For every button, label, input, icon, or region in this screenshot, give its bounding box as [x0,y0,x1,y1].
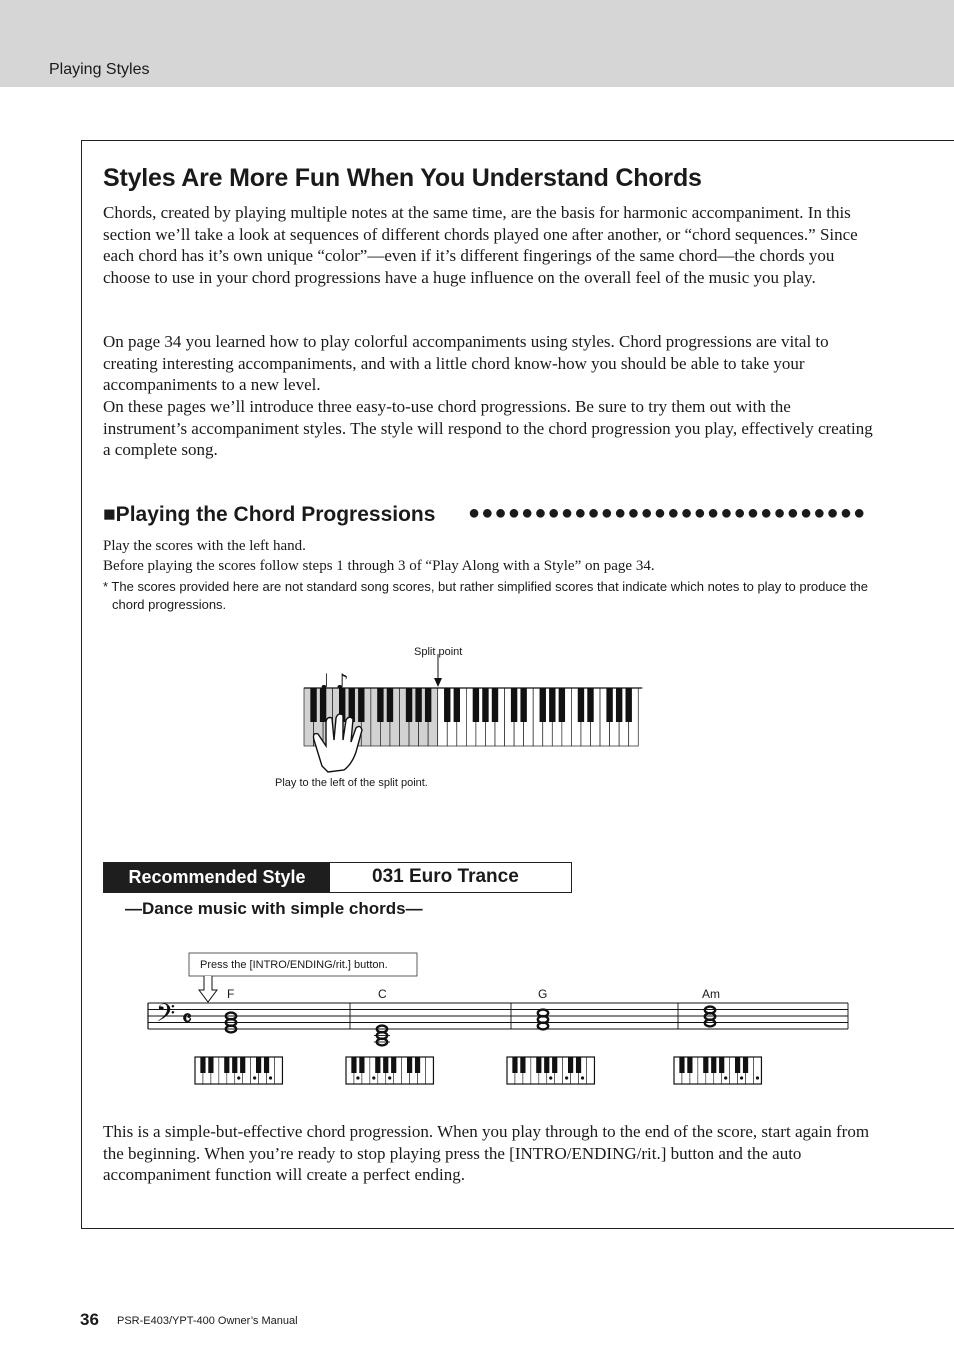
mini-black-key [735,1057,740,1073]
chord-notes [226,1007,715,1046]
mini-black-key [544,1057,549,1073]
finger-dot [269,1076,272,1079]
mini-black-key [383,1057,388,1073]
black-key [415,688,421,722]
black-key [520,688,526,722]
whole-note [538,1023,548,1030]
finger-dot [565,1076,568,1079]
section-heading-dots: ●●●●●●●●●●●●●●●●●●●●●●●●●●●●●● [468,502,867,524]
mini-white-key [275,1057,283,1084]
press-button-note: Press the [INTRO/ENDING/rit.] button. [200,959,388,971]
mini-white-key [426,1057,434,1084]
instruction-2: Before playing the scores follow steps 1 through 3 of “Play Along with a Style” on page 34. [103,558,655,574]
black-key [377,688,383,722]
whole-note [705,1020,715,1027]
black-key [606,688,612,722]
mini-black-key [351,1057,356,1073]
black-key [425,688,431,722]
finger-dot [549,1076,552,1079]
split-arrow-head [434,678,442,687]
mini-black-key [407,1057,412,1073]
black-key [473,688,479,722]
mini-black-key [552,1057,557,1073]
finger-dot [237,1076,240,1079]
mini-black-key [536,1057,541,1073]
mini-black-key [520,1057,525,1073]
mini-black-key [415,1057,420,1073]
black-key [320,688,326,722]
common-time-icon: 𝄴 [182,1007,192,1032]
finger-dot [388,1076,391,1079]
mini-white-key [754,1057,762,1084]
black-key [549,688,555,722]
mini-black-key [719,1057,724,1073]
mini-black-key [679,1057,684,1073]
keyboard-illustration [270,640,650,790]
mini-black-key [743,1057,748,1073]
black-key [310,688,316,722]
chord-name-f: F [227,987,235,1001]
finger-dot [581,1076,584,1079]
bass-clef-icon: 𝄢 [156,999,176,1034]
mini-black-key [568,1057,573,1073]
chord-name-am: Am [702,987,720,1001]
chord-keyboards [195,1057,761,1084]
mini-black-key [391,1057,396,1073]
black-key [406,688,412,722]
black-key [587,688,593,722]
black-key [358,688,364,722]
press-pointer-icon [199,976,217,1002]
recommended-style-name: 031 Euro Trance [372,866,519,887]
finger-dot [740,1076,743,1079]
mini-black-key [200,1057,205,1073]
mini-black-key [711,1057,716,1073]
finger-dot [253,1076,256,1079]
black-key [482,688,488,722]
chord-score [140,950,860,1090]
recommended-style-label: Recommended Style [104,863,330,892]
chord-name-c: C [378,987,387,1001]
black-key [492,688,498,722]
black-key [387,688,393,722]
finger-dot [724,1076,727,1079]
mini-black-key [232,1057,237,1073]
black-key [626,688,632,722]
page-title: Styles Are More Fun When You Understand Chords [103,164,702,192]
staff-lines [148,1003,848,1029]
mini-black-key [256,1057,261,1073]
mini-black-key [208,1057,213,1073]
intro-paragraph-3: On these pages we’ll introduce three easy-to-use chord progressions. Be sure to try them out with the instrument’s accompaniment styles. The style will respond to the chord progression you play, effectively creating a complete song. [103,397,873,460]
mini-black-key [240,1057,245,1073]
header-section-title: Playing Styles [49,61,150,78]
black-key [540,688,546,722]
section-heading: ■Playing the Chord Progressions [103,503,436,526]
black-key [444,688,450,722]
manual-name: PSR-E403/YPT-400 Owner’s Manual [117,1315,298,1327]
black-key [616,688,622,722]
page-number: 36 [80,1310,99,1329]
black-key [578,688,584,722]
split-point-label: Split point [414,646,463,658]
instruction-1: Play the scores with the left hand. [103,538,306,554]
chord-name-g: G [538,987,548,1001]
black-key [559,688,565,722]
finger-dot [756,1076,759,1079]
recommended-style-subtitle: —Dance music with simple chords— [125,899,423,918]
mini-black-key [224,1057,229,1073]
mini-white-key [587,1057,595,1084]
black-key [511,688,517,722]
mini-black-key [359,1057,364,1073]
black-key [454,688,460,722]
note-icons: ♩ ♪ [320,669,349,693]
mini-black-key [264,1057,269,1073]
mini-black-key [576,1057,581,1073]
mini-black-key [703,1057,708,1073]
mini-black-key [375,1057,380,1073]
intro-paragraph-1: Chords, created by playing multiple notes at the same time, are the basis for harmonic accompaniment. In this section we’ll take a look at sequences of different chords played one after another, or “chord sequences.” Since each chord has it’s own unique “color”—even if it’s different fingerings of the same chord—the chords you choose to use in your chord progressions have a huge influence on the overall feel of the music you play. [103,203,858,288]
finger-dot [356,1076,359,1079]
recommended-style-box [103,862,572,893]
mini-black-key [512,1057,517,1073]
left-of-split-label: Play to the left of the split point. [275,777,428,789]
closing-paragraph: This is a simple-but-effective chord progression. When you play through to the end of the score, start again from the beginning. When you’re ready to stop playing press the [INTRO/ENDING/rit.] button and the auto accompaniment function will create a perfect ending. [103,1122,870,1185]
footnote: * The scores provided here are not standard song scores, but rather simplified scores that indicate which notes to play to produce the chord progressions. [103,579,869,612]
finger-dot [372,1076,375,1079]
mini-black-key [687,1057,692,1073]
intro-paragraph-2: On page 34 you learned how to play colorful accompaniments using styles. Chord progressions are vital to creating interesting accompaniments, and with a little chord know-how you should be able to take your accompaniments to a new level. [103,332,829,395]
